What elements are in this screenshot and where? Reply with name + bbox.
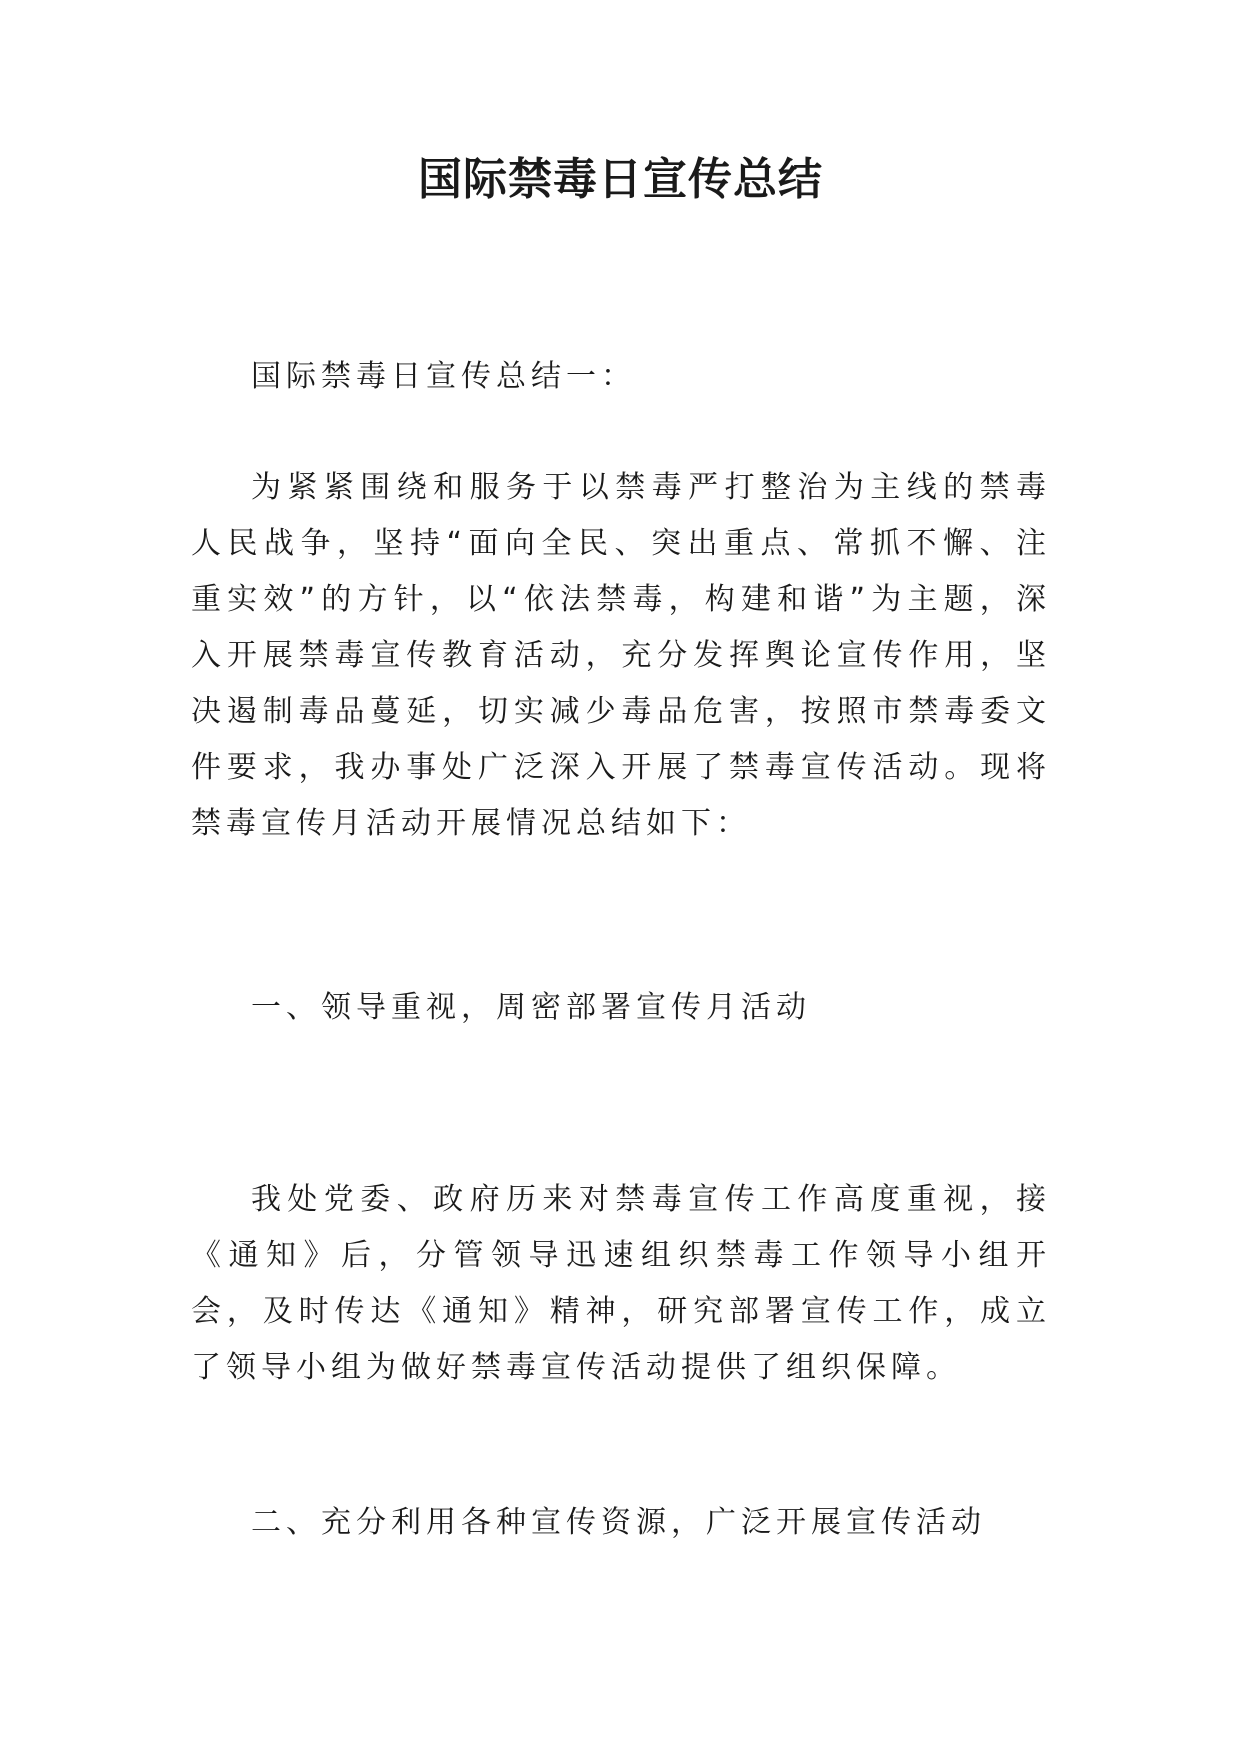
section-heading-summary-one: 国际禁毒日宣传总结一： [251,359,636,394]
body-paragraph-one: 我处党委、政府历来对禁毒宣传工作高度重视，接《通知》后，分管领导迅速组织禁毒工作领导小组开会，及时传达《通知》精神，研究部署宣传工作，成立了领导小组为做好禁毒宣传活动提供了组织保障。 [191,1182,1051,1385]
section-heading-one: 一、领导重视，周密部署宣传月活动 [251,990,811,1025]
document-title: 国际禁毒日宣传总结 [418,154,823,205]
section-heading-two: 二、充分利用各种宣传资源，广泛开展宣传活动 [251,1505,986,1540]
intro-paragraph: 为紧紧围绕和服务于以禁毒严打整治为主线的禁毒人民战争，坚持“面向全民、突出重点、常抓不懈、注重实效”的方针，以“依法禁毒，构建和谐”为主题，深入开展禁毒宣传教育活动，充分发挥舆论宣传作用，坚决遏制毒品蔓延，切实减少毒品危害，按照市禁毒委文件要求，我办事处广泛深入开展了禁毒宣传活动。现将禁毒宣传月活动开展情况总结如下： [191,470,1051,841]
